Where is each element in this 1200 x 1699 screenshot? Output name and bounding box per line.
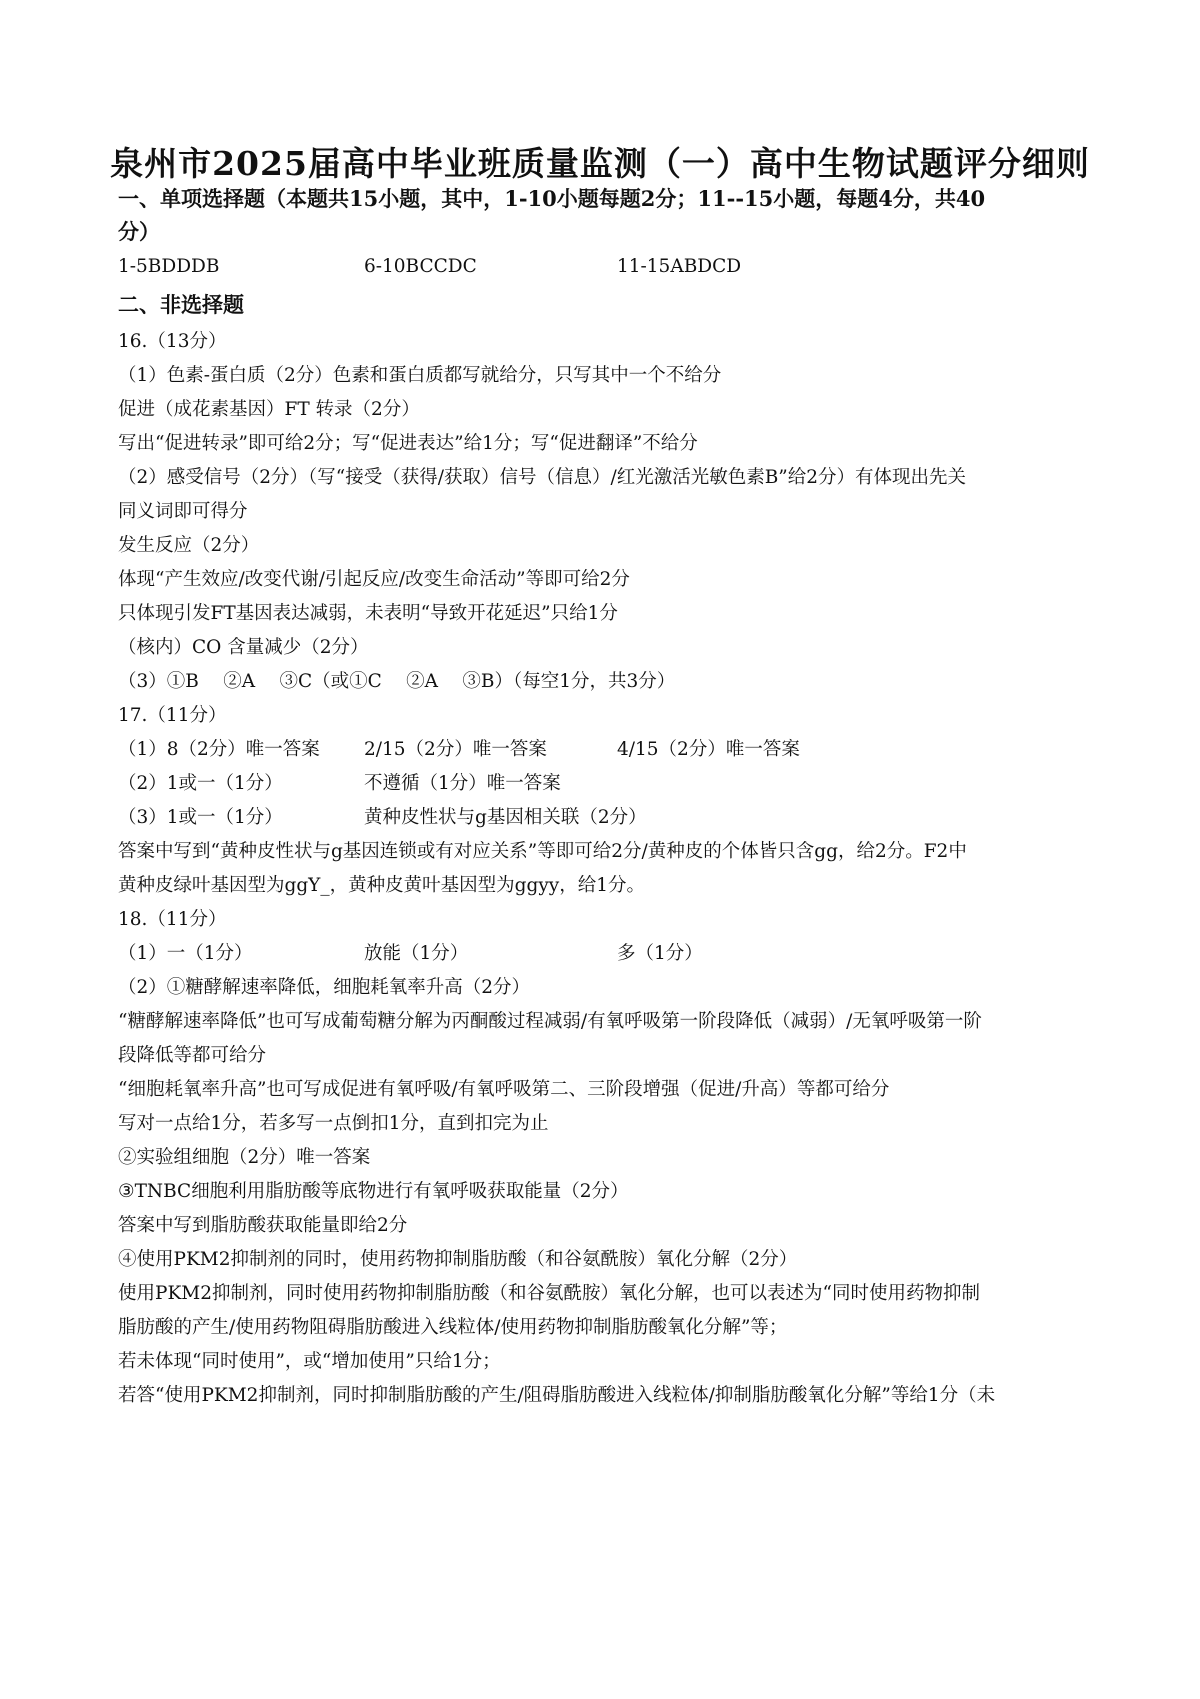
q16-line: （核内）CO 含量减少（2分） bbox=[118, 637, 369, 658]
q17-line: 答案中写到“黄种皮性状与g基因连锁或有对应关系”等即可给2分/黄种皮的个体皆只含gg，给2分。F2中 bbox=[118, 841, 967, 862]
q18-row1-col2: 放能（1分） bbox=[364, 943, 469, 964]
q18-line: ②实验组细胞（2分）唯一答案 bbox=[118, 1147, 371, 1168]
q18-line: ③TNBC细胞利用脂肪酸等底物进行有氧呼吸获取能量（2分） bbox=[118, 1181, 629, 1202]
answer-group-3: 11-15ABDCD bbox=[617, 256, 742, 277]
page-title: 泉州市2025届高中毕业班质量监测（一）高中生物试题评分细则 bbox=[110, 144, 1090, 183]
q18-line: 若答“使用PKM2抑制剂，同时抑制脂肪酸的产生/阻碍脂肪酸进入线粒体/抑制脂肪酸氧化分解”等给1分（未 bbox=[118, 1385, 996, 1406]
q17-row3-col2: 黄种皮性状与g基因相关联（2分） bbox=[364, 807, 647, 828]
q16-line: 同义词即可得分 bbox=[118, 501, 248, 522]
q18-line: （2）①糖酵解速率降低，细胞耗氧率升高（2分） bbox=[118, 977, 531, 998]
answer-group-1: 1-5BDDDB bbox=[118, 256, 220, 277]
q18-row1-col3: 多（1分） bbox=[617, 943, 703, 964]
q17-row2-col2: 不遵循（1分）唯一答案 bbox=[364, 773, 561, 794]
q16-line: 体现“产生效应/改变代谢/引起反应/改变生命活动”等即可给2分 bbox=[118, 569, 630, 590]
q16-line: 促进（成花素基因）FT 转录（2分） bbox=[118, 399, 420, 420]
q17-row3-col1: （3）1或一（1分） bbox=[118, 807, 283, 828]
section2-heading: 二、非选择题 bbox=[118, 292, 244, 317]
q18-row1-col1: （1）一（1分） bbox=[118, 943, 253, 964]
q16-line: 发生反应（2分） bbox=[118, 535, 260, 556]
q18-line: ④使用PKM2抑制剂的同时，使用药物抑制脂肪酸（和谷氨酰胺）氧化分解（2分） bbox=[118, 1249, 798, 1270]
answer-group-2: 6-10BCCDC bbox=[364, 256, 477, 277]
q17-header: 17.（11分） bbox=[118, 705, 227, 726]
q16-line: （3）①B ②A ③C（或①C ②A ③B）（每空1分，共3分） bbox=[118, 671, 676, 692]
q18-line: 脂肪酸的产生/使用药物阻碍脂肪酸进入线粒体/使用药物抑制脂肪酸氧化分解”等； bbox=[118, 1317, 788, 1338]
q18-line: 段降低等都可给分 bbox=[118, 1045, 267, 1066]
q17-row2-col1: （2）1或一（1分） bbox=[118, 773, 283, 794]
q16-line: 写出“促进转录”即可给2分；写“促进表达”给1分；写“促进翻译”不给分 bbox=[118, 433, 698, 454]
q16-line: 只体现引发FT基因表达减弱，未表明“导致开花延迟”只给1分 bbox=[118, 603, 618, 624]
q16-line: （1）色素-蛋白质（2分）色素和蛋白质都写就给分，只写其中一个不给分 bbox=[118, 365, 722, 386]
q18-line: “糖酵解速率降低”也可写成葡萄糖分解为丙酮酸过程减弱/有氧呼吸第一阶段降低（减弱）/无氧呼吸第一阶 bbox=[118, 1011, 982, 1032]
q17-row1-col2: 2/15（2分）唯一答案 bbox=[364, 739, 547, 760]
q17-line: 黄种皮绿叶基因型为ggY_，黄种皮黄叶基因型为ggyy，给1分。 bbox=[118, 875, 646, 896]
q17-row1-col3: 4/15（2分）唯一答案 bbox=[617, 739, 800, 760]
q18-line: “细胞耗氧率升高”也可写成促进有氧呼吸/有氧呼吸第二、三阶段增强（促进/升高）等都可给分 bbox=[118, 1079, 890, 1100]
section1-heading: 一、单项选择题（本题共15小题，其中，1-10小题每题2分；11--15小题，每题4分，共40 bbox=[118, 186, 986, 211]
q16-header: 16.（13分） bbox=[118, 331, 227, 352]
q18-line: 使用PKM2抑制剂，同时使用药物抑制脂肪酸（和谷氨酰胺）氧化分解，也可以表述为“同时使用药物抑制 bbox=[118, 1283, 980, 1304]
q17-row1-col1: （1）8（2分）唯一答案 bbox=[118, 739, 320, 760]
section1-heading-cont: 分） bbox=[118, 219, 160, 244]
q16-line: （2）感受信号（2分）（写“接受（获得/获取）信号（信息）/红光激活光敏色素B”给2分）有体现出先关 bbox=[118, 467, 967, 488]
q18-header: 18.（11分） bbox=[118, 909, 227, 930]
q18-line: 答案中写到脂肪酸获取能量即给2分 bbox=[118, 1215, 408, 1236]
q18-line: 若未体现“同时使用”，或“增加使用”只给1分； bbox=[118, 1351, 501, 1372]
q18-line: 写对一点给1分，若多写一点倒扣1分，直到扣完为止 bbox=[118, 1113, 549, 1134]
